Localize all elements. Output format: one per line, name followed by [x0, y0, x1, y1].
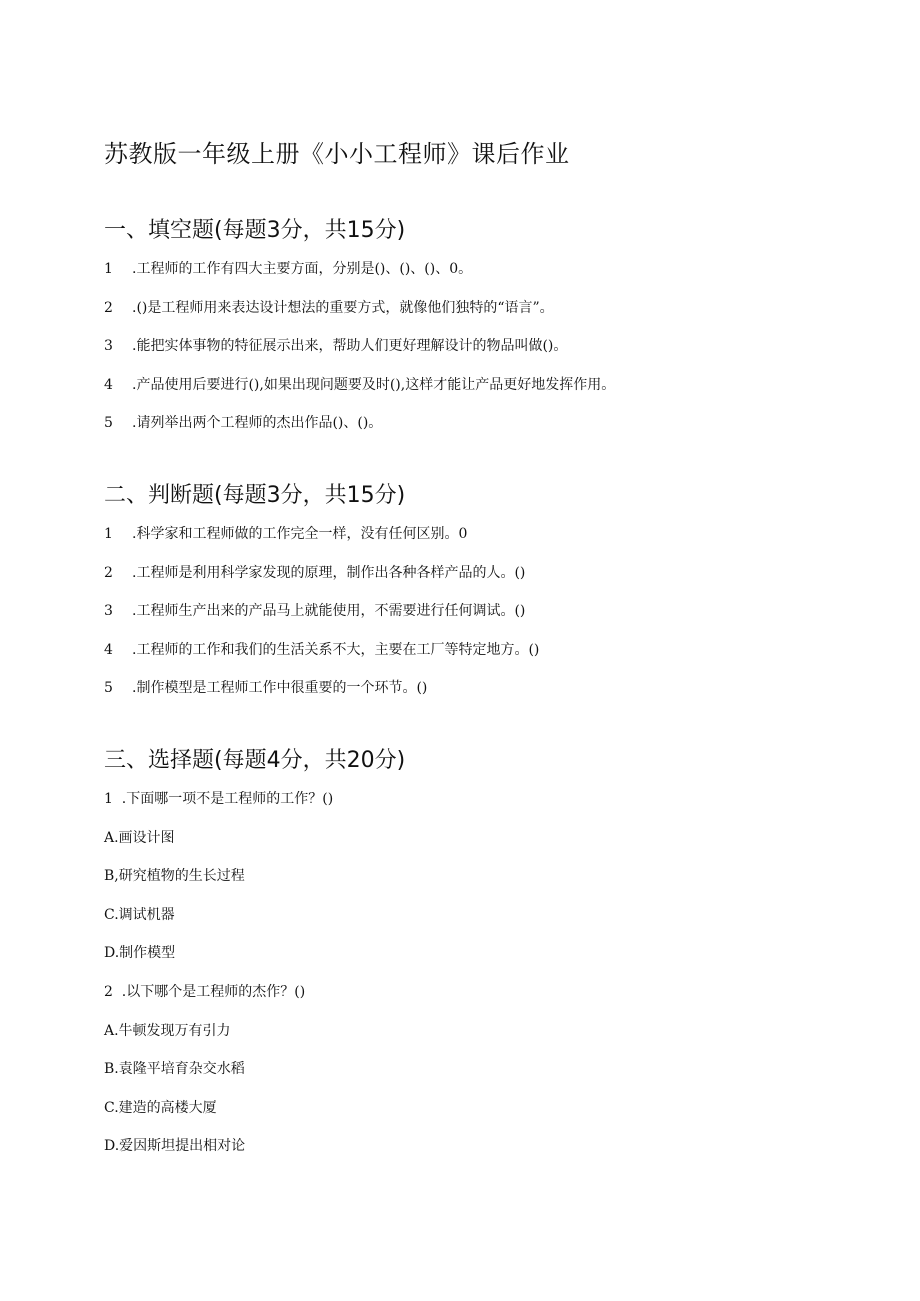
question-number: 4	[104, 376, 113, 393]
question-text: .()是工程师用来表达设计想法的重要方式，就像他们独特的“语言”。	[132, 299, 554, 316]
question-stem: 2 .以下哪个是工程师的杰作？()	[104, 983, 306, 1000]
question-item	[104, 413, 864, 452]
section-heading: 二、判断题(每题3分，共15分)	[104, 483, 406, 508]
question-item	[104, 336, 864, 375]
answer-option: C.调试机器	[104, 906, 175, 923]
question-number: 3	[104, 338, 113, 355]
section-true-false	[104, 480, 864, 717]
question-item	[104, 259, 864, 298]
question-number: 4	[104, 641, 113, 658]
question-number: 1	[104, 261, 113, 277]
question-text: .工程师是利用科学家发现的原理，制作出各种各样产品的人。()	[132, 564, 526, 581]
section-heading: 一、填空题(每题3分，共15分)	[104, 218, 406, 243]
question-text: .工程师的工作有四大主要方面，分别是()、()、()、0。	[132, 261, 473, 277]
answer-option: B,研究植物的生长过程	[104, 868, 245, 885]
section-heading: 三、选择题(每题4分，共20分)	[104, 748, 406, 773]
section-fill-in-blank	[104, 215, 864, 452]
question-number: 5	[104, 680, 113, 697]
section-multiple-choice	[104, 745, 864, 1175]
question-number: 1	[104, 526, 113, 542]
answer-option: B.袁隆平培育杂交水稻	[104, 1061, 245, 1078]
answer-option: D.爱因斯坦提出相对论	[104, 1138, 246, 1155]
answer-option: D.制作模型	[104, 945, 176, 962]
question-number: 2	[104, 564, 113, 581]
question-number: 5	[104, 415, 113, 432]
question-text: .制作模型是工程师工作中很重要的一个环节。()	[132, 680, 428, 697]
question-text: .产品使用后要进行(),如果出现问题要及时(),这样才能让产品更好地发挥作用。	[132, 376, 616, 393]
answer-option: A.牛顿发现万有引力	[104, 1022, 231, 1039]
question-text: .工程师的工作和我们的生活关系不大，主要在工厂等特定地方。()	[132, 641, 540, 658]
question-item	[104, 375, 864, 414]
question-item	[104, 640, 864, 679]
question-item	[104, 524, 864, 563]
answer-option: C.建造的高楼大厦	[104, 1099, 217, 1116]
question-text: .工程师生产出来的产品马上就能使用，不需要进行任何调试。()	[132, 603, 526, 620]
question-text: .请列举出两个工程师的杰出作品()、()。	[132, 415, 383, 432]
question-item	[104, 298, 864, 337]
document-title: 苏教版一年级上册《小小工程师》课后作业	[104, 140, 570, 168]
question-item	[104, 563, 864, 602]
question-stem: 1 .下面哪一项不是工程师的工作？()	[104, 791, 334, 807]
question-text: .能把实体事物的特征展示出来，帮助人们更好理解设计的物品叫做()。	[132, 338, 568, 355]
question-text: .科学家和工程师做的工作完全一样，没有任何区别。0	[132, 526, 468, 542]
question-item	[104, 678, 864, 717]
question-number: 2	[104, 299, 113, 316]
question-item	[104, 601, 864, 640]
answer-option: A.画设计图	[104, 829, 175, 846]
question-number: 3	[104, 603, 113, 620]
